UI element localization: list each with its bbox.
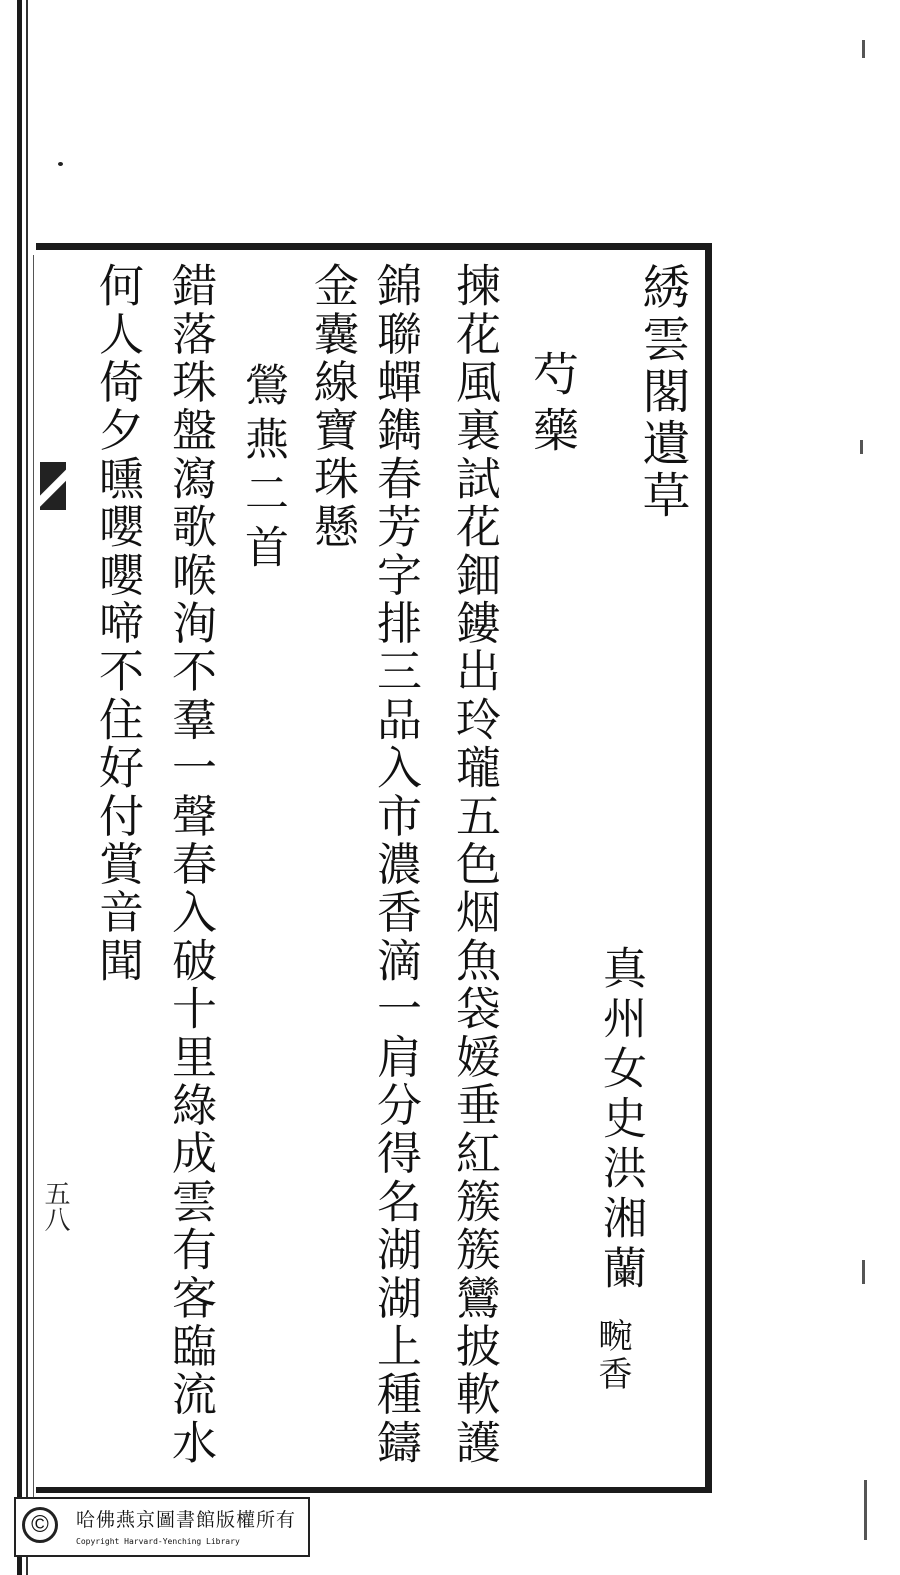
ink-speck <box>58 162 63 166</box>
spine-line <box>17 0 22 1575</box>
ink-speck <box>860 440 863 454</box>
poem-line: 何人倚夕曛嚶嚶啼不住好付賞音聞 <box>91 262 144 985</box>
ink-speck <box>864 1480 867 1540</box>
poem-line: 揀花風裏試花鈿鏤出玲瓏五色烟魚袋嫒垂紅簇簇鸞披軟護 <box>448 262 501 1467</box>
ink-speck <box>862 1260 865 1284</box>
spine-line <box>26 0 28 1575</box>
copyright-stamp <box>14 1497 310 1557</box>
poem-heading: 鶯燕二首 <box>237 362 288 578</box>
spine-line <box>33 255 34 1505</box>
book-title: 綉雲閣遺草 <box>634 262 690 522</box>
poem-heading: 芍藥 <box>526 350 580 462</box>
poem-line: 金囊線寶珠懸 <box>306 262 359 552</box>
copyright-chinese: 哈佛燕京圖書館版權所有 <box>76 1509 297 1531</box>
copyright-icon: © <box>22 1507 58 1543</box>
ink-speck <box>862 40 865 58</box>
author-line: 真州女史洪湘蘭 <box>595 945 646 1295</box>
copyright-english: Copyright Harvard-Yenching Library <box>76 1537 240 1546</box>
poem-line: 錯落珠盤瀉歌喉洵不羣一聲春入破十里綠成雲有客臨流水 <box>164 262 217 1467</box>
poem-line: 錦聯蟬鐫春芳字排三品入市濃香滴一肩分得名湖湖上種鑄 <box>369 262 422 1467</box>
author-courtesy-name: 畹香 <box>592 1318 632 1394</box>
page-number: 五八 <box>40 1180 70 1232</box>
